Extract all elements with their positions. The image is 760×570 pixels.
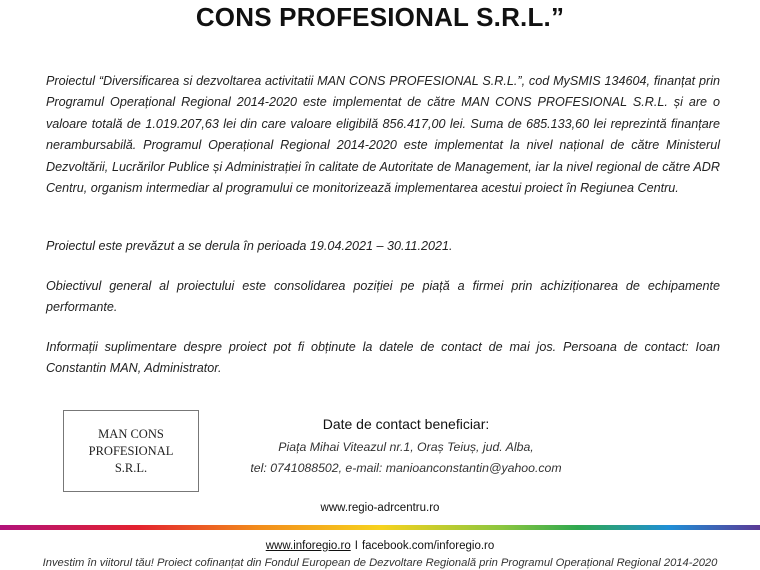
footer-links xyxy=(0,540,760,552)
beneficiary-name: MAN CONS PROFESIONAL S.R.L. xyxy=(88,426,174,475)
contact-heading: Date de contact beneficiar: xyxy=(322,416,490,432)
regio-site-link[interactable]: www.regio-adrcentru.ro xyxy=(320,502,440,514)
paragraph-project-description: Proiectul “Diversificarea si dezvoltarea activitatii MAN CONS PROFESIONAL S.R.L.”, cod MySMIS 134604, finanțat prin Programul Operațional Regional 2014-2020 este implementat de către MAN CONS PROFESIONAL S.R.L. și are o valoare totală de 1.019.207,63 lei din care valoare eligibilă 856.417,00 lei. Suma de 685.133,60 lei reprezintă finanțare nerambursabilă. Programul Operațional Regional 2014-2020 este implementat la nivel național de către Ministerul Dezvoltării, Lucrărilor Publice și Administrației în calitate de Autoritate de Management, iar la nivel regional de către ADR Centru, organism intermediar al programului ce monitorizează implementarea acestui proiect în Regiunea Centru. xyxy=(46,74,720,196)
paragraph-project-period: Proiectul este prevăzut a se derula în perioada 19.04.2021 – 30.11.2021. xyxy=(46,239,453,253)
contact-phone-email: tel: 0741088502, e-mail: manioanconstantin@yahoo.com xyxy=(250,461,562,475)
beneficiary-logo-box xyxy=(63,410,199,492)
document-title: CONS PROFESIONAL S.R.L.” xyxy=(195,2,565,32)
footer-tagline: Investim în viitorul tău! Proiect cofinanțat din Fondul European de Dezvoltare Regională prin Programul Operațional Regional 2014-2020 xyxy=(42,557,718,569)
facebook-link[interactable]: facebook.com/inforegio.ro xyxy=(361,540,495,552)
contact-address: Piața Mihai Viteazul nr.1, Oraș Teiuș, jud. Alba, xyxy=(278,440,534,454)
paragraph-general-objective: Obiectivul general al proiectului este consolidarea poziției pe piață a firmei prin achiziționarea de echipamente performante. xyxy=(46,279,720,315)
paragraph-contact-info: Informații suplimentare despre proiect pot fi obținute la datele de contact de mai jos. Persoana de contact: Ioan Constantin MAN, Administrator. xyxy=(46,340,720,376)
link-separator: I xyxy=(354,540,358,552)
inforegio-link[interactable]: www.inforegio.ro xyxy=(265,540,351,552)
color-stripe xyxy=(0,525,760,530)
